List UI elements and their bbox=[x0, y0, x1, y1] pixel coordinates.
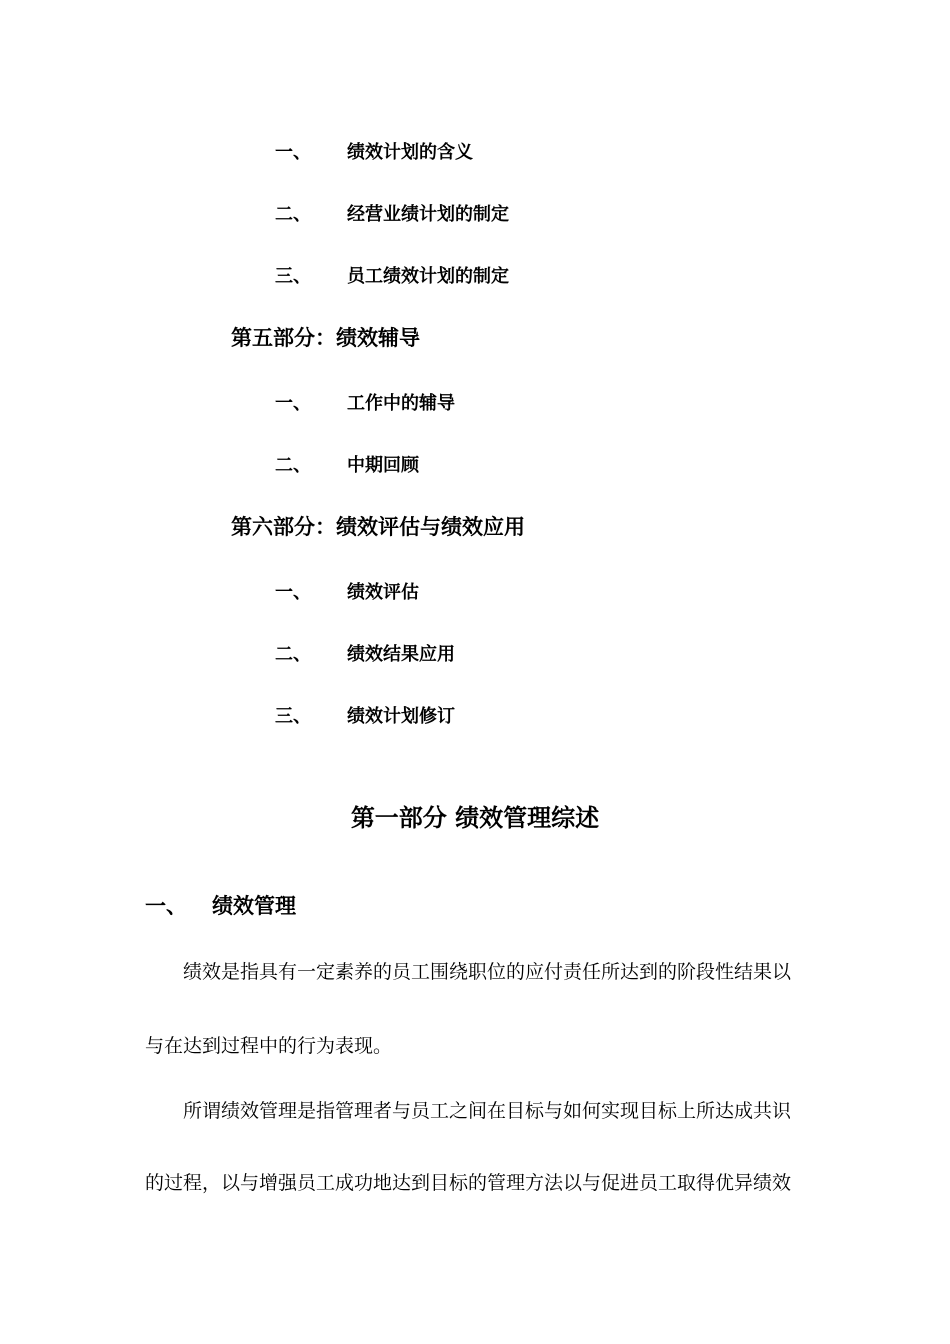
toc-item-label: 中期回顾 bbox=[347, 455, 419, 476]
paragraph-2-line-1: 所谓绩效管理是指管理者与员工之间在目标与如何实现目标上所达成共识 bbox=[183, 1100, 792, 1122]
toc-item-label: 绩效结果应用 bbox=[347, 644, 455, 665]
paragraph-1-line-1: 绩效是指具有一定素养的员工围绕职位的应付责任所达到的阶段性结果以 bbox=[183, 961, 792, 983]
toc-item-number: 一、 bbox=[275, 142, 311, 163]
toc-item-label: 绩效计划修订 bbox=[347, 706, 455, 727]
toc-item-label: 员工绩效计划的制定 bbox=[347, 266, 509, 287]
toc-item-number: 一、 bbox=[275, 582, 311, 603]
toc-item-number: 二、 bbox=[275, 455, 311, 476]
section-title: 绩效管理 bbox=[212, 894, 296, 918]
toc-item-number: 二、 bbox=[275, 204, 311, 225]
chapter-title: 第一部分 绩效管理综述 bbox=[350, 804, 600, 832]
toc-item-number: 三、 bbox=[275, 706, 311, 727]
toc-item-number: 一、 bbox=[275, 393, 311, 414]
paragraph-2-line-2: 的过程，以与增强员工成功地达到目标的管理方法以与促进员工取得优异绩效 bbox=[145, 1172, 792, 1194]
section-number: 一、 bbox=[145, 894, 187, 918]
toc-item-label: 工作中的辅导 bbox=[347, 393, 455, 414]
toc-item-label: 经营业绩计划的制定 bbox=[347, 204, 509, 225]
toc-item-label: 绩效计划的含义 bbox=[347, 142, 473, 163]
toc-part5-heading[interactable]: 第五部分：绩效辅导 bbox=[231, 326, 420, 350]
toc-part6-heading[interactable]: 第六部分：绩效评估与绩效应用 bbox=[231, 515, 525, 539]
toc-item-label: 绩效评估 bbox=[347, 582, 419, 603]
toc-item-number: 二、 bbox=[275, 644, 311, 665]
toc-item-number: 三、 bbox=[275, 266, 311, 287]
paragraph-1-line-2: 与在达到过程中的行为表现。 bbox=[145, 1035, 393, 1057]
